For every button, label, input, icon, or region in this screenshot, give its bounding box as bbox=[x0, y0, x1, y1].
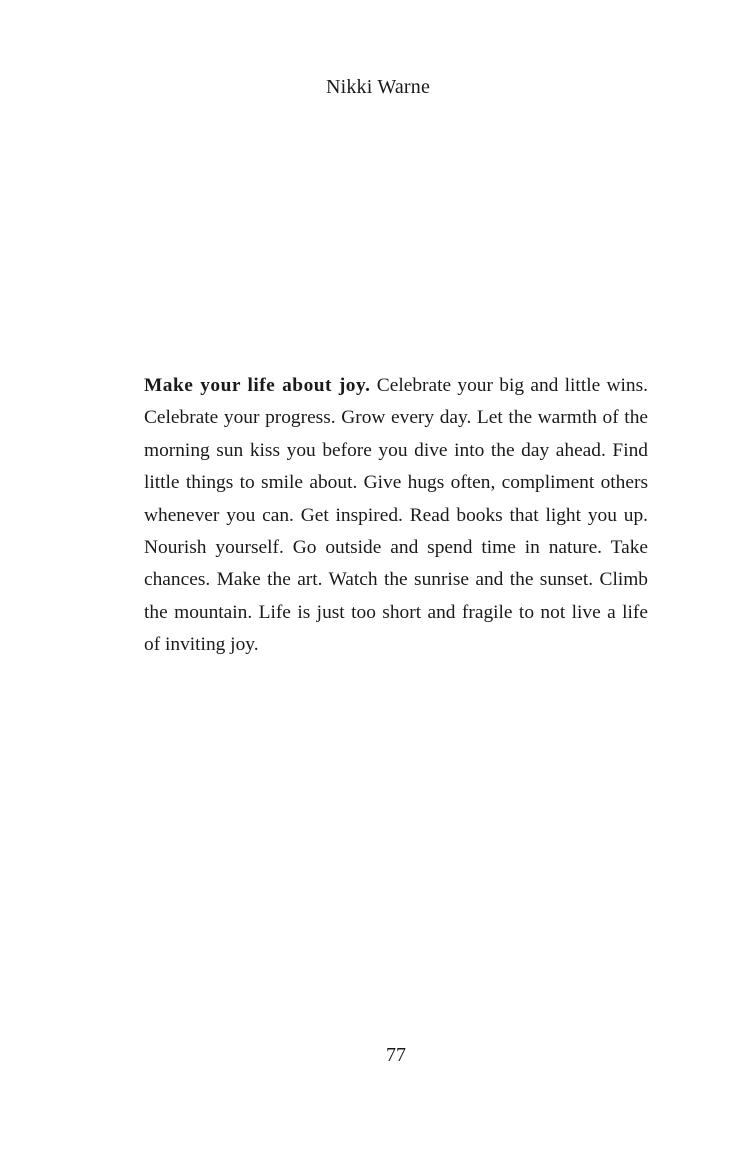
paragraph-text: Celebrate your big and little wins. Celebrate your progress. Grow every day. Let the warmth of the morning sun kiss you before you dive into the day ahead. Find little things to smile about. Give hugs often, compliment others whenever you can. Get inspired. Read books that light you up. Nourish yourself. Go outside and spend time in nature. Take chances. Make the art. Watch the sunrise and the sunset. Climb the mountain. Life is just too short and fragile to not live a life of inviting joy. bbox=[144, 375, 648, 656]
running-header-author: Nikki Warne bbox=[325, 76, 431, 98]
body-paragraph bbox=[144, 370, 648, 662]
paragraph-lead-in: Make your life about joy. bbox=[144, 375, 371, 396]
page-number: 77 bbox=[386, 1044, 406, 1066]
